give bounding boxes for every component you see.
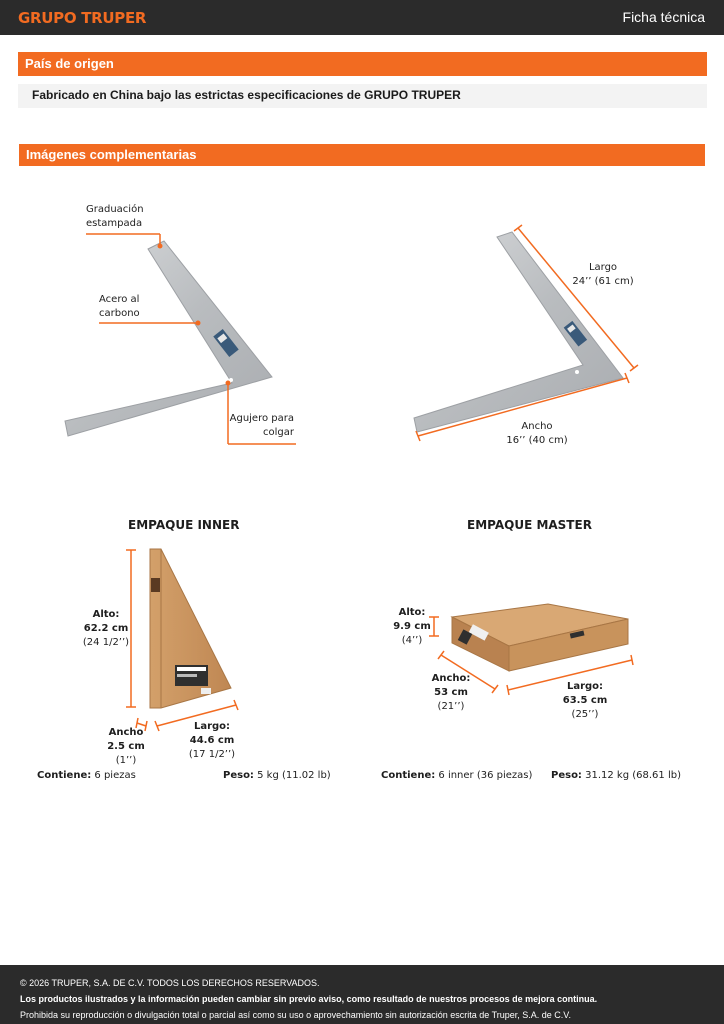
master-largo-label: Largo: 63.5 cm (25’’) (562, 681, 608, 720)
master-ancho-label: Ancho: 53 cm (21’’) (431, 673, 471, 712)
footer-notice: Los productos ilustrados y la información pueden cambiar sin previo aviso, como resultado de nuestros procesos de mejora continua. (20, 994, 598, 1004)
inner-weight: Peso: 5 kg (11.02 lb) (223, 770, 331, 781)
footer (0, 965, 724, 1024)
brand-logo: GRUPO TRUPER (18, 9, 147, 27)
inner-package-title: EMPAQUE INNER (128, 518, 240, 532)
label-graduacion: Graduación estampada (86, 204, 144, 229)
master-weight: Peso: 31.12 kg (68.61 lb) (551, 770, 681, 781)
label-acero: Acero al carbono (99, 294, 140, 319)
inner-ancho-label: Ancho 2.5 cm (1’’) (107, 727, 145, 766)
inner-largo-label: Largo: 44.6 cm (17 1/2’’) (188, 721, 236, 760)
master-contents: Contiene: 6 inner (36 piezas) (381, 770, 533, 781)
master-package-title: EMPAQUE MASTER (467, 518, 592, 532)
label-largo-square: Largo 24’’ (61 cm) (572, 262, 634, 287)
document-type: Ficha técnica (622, 9, 705, 25)
origin-section-title: País de origen (18, 52, 707, 76)
inner-carton-illustration (126, 549, 238, 731)
footer-legal: Prohibida su reproducción o divulgación total o parcial así como su uso o aprovechamiento sin autorización escrita de Truper, S.A. de C.V. (20, 1010, 571, 1020)
inner-contents: Contiene: 6 piezas (37, 770, 136, 781)
label-agujero: Agujero para colgar (229, 413, 294, 438)
inner-alto-label: Alto: 62.2 cm (24 1/2’’) (82, 609, 130, 648)
images-section-title: Imágenes complementarias (19, 144, 705, 166)
footer-copyright: © 2026 TRUPER, S.A. DE C.V. TODOS LOS DERECHOS RESERVADOS. (20, 978, 320, 988)
label-ancho-square: Ancho 16’’ (40 cm) (506, 421, 568, 446)
master-alto-label: Alto: 9.9 cm (4’’) (393, 607, 431, 646)
origin-text: Fabricado en China bajo las estrictas especificaciones de GRUPO TRUPER (18, 84, 707, 108)
square-dimension-view (414, 225, 638, 441)
